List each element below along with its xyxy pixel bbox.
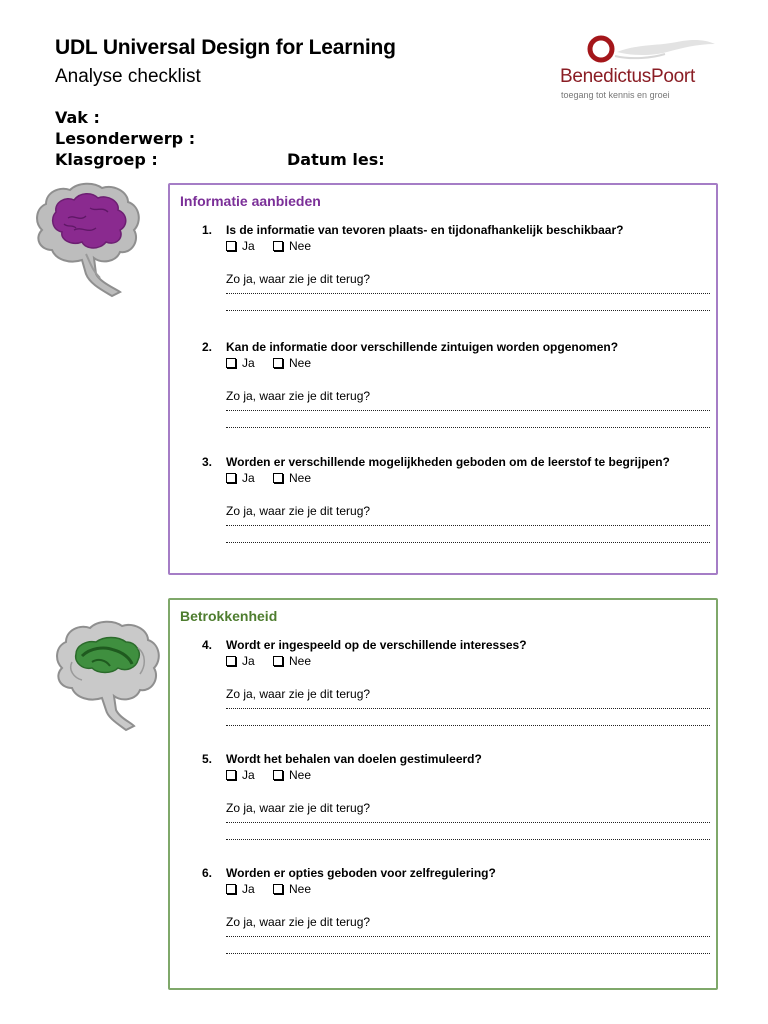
question-text: Worden er opties geboden voor zelfregulering? <box>226 866 496 880</box>
checkbox-nee[interactable] <box>273 239 311 253</box>
question-text: Kan de informatie door verschillende zintuigen worden opgenomen? <box>226 340 619 354</box>
field-vak: Vak : <box>55 108 100 127</box>
checkbox-icon <box>273 770 283 780</box>
section-informatie-aanbieden <box>168 183 718 575</box>
answer-line[interactable] <box>226 953 710 954</box>
answer-line[interactable] <box>226 542 710 543</box>
document-title: UDL Universal Design for Learning <box>55 36 396 59</box>
question-text: Worden er verschillende mogelijkheden geboden om de leerstof te begrijpen? <box>226 455 670 469</box>
field-klasgroep: Klasgroep : <box>55 150 158 169</box>
checkbox-nee[interactable] <box>273 471 311 485</box>
checkbox-icon <box>226 358 236 368</box>
logo-name-part1: Benedictus <box>560 66 652 87</box>
checkbox-icon <box>226 770 236 780</box>
question-number: 2. <box>202 340 213 354</box>
checkbox-ja[interactable] <box>226 654 255 668</box>
checkbox-ja-label: Ja <box>242 471 255 485</box>
question-number: 6. <box>202 866 213 880</box>
answer-line[interactable] <box>226 839 710 840</box>
checkbox-ja-label: Ja <box>242 768 255 782</box>
question-text: Wordt er ingespeeld op de verschillende interesses? <box>226 638 527 652</box>
checkbox-ja-label: Ja <box>242 356 255 370</box>
logo-tagline: toegang tot kennis en groei <box>561 90 670 100</box>
answer-line[interactable] <box>226 310 710 311</box>
question-number: 5. <box>202 752 213 766</box>
checkbox-icon <box>273 884 283 894</box>
question-4 <box>170 638 716 748</box>
checkbox-nee[interactable] <box>273 882 311 896</box>
checkbox-ja[interactable] <box>226 882 255 896</box>
checkbox-nee-label: Nee <box>289 654 312 668</box>
checkbox-nee-label: Nee <box>289 239 312 253</box>
answer-prompt: Zo ja, waar zie je dit terug? <box>226 389 371 403</box>
question-5 <box>170 752 716 862</box>
question-3 <box>170 455 716 565</box>
question-number: 3. <box>202 455 213 469</box>
checkbox-nee[interactable] <box>273 356 311 370</box>
answer-line[interactable] <box>226 293 710 294</box>
checkbox-nee-label: Nee <box>289 882 312 896</box>
question-number: 4. <box>202 638 213 652</box>
brain-purple-icon <box>30 178 145 300</box>
question-6 <box>170 866 716 976</box>
logo-mark-icon <box>557 32 717 68</box>
question-text: Is de informatie van tevoren plaats- en tijdonafhankelijk beschikbaar? <box>226 223 624 237</box>
answer-line[interactable] <box>226 525 710 526</box>
checkbox-nee-label: Nee <box>289 471 312 485</box>
section-betrokkenheid <box>168 598 718 990</box>
question-1 <box>170 223 716 333</box>
benedictus-poort-logo <box>557 32 717 102</box>
checkbox-nee[interactable] <box>273 654 311 668</box>
answer-line[interactable] <box>226 725 710 726</box>
logo-name-part2: Poort <box>651 66 695 87</box>
answer-line[interactable] <box>226 936 710 937</box>
answer-prompt: Zo ja, waar zie je dit terug? <box>226 272 371 286</box>
answer-prompt: Zo ja, waar zie je dit terug? <box>226 915 371 929</box>
checkbox-icon <box>273 473 283 483</box>
checkbox-ja[interactable] <box>226 768 255 782</box>
checkbox-ja-label: Ja <box>242 239 255 253</box>
document-subtitle: Analyse checklist <box>55 66 201 87</box>
checkbox-icon <box>273 656 283 666</box>
field-lesonderwerp: Lesonderwerp : <box>55 129 196 148</box>
checkbox-nee-label: Nee <box>289 356 312 370</box>
checkbox-ja-label: Ja <box>242 654 255 668</box>
checkbox-ja[interactable] <box>226 356 255 370</box>
section-heading: Betrokkenheid <box>180 608 278 624</box>
answer-line[interactable] <box>226 410 710 411</box>
checkbox-icon <box>226 473 236 483</box>
checkbox-icon <box>226 884 236 894</box>
question-text: Wordt het behalen van doelen gestimuleerd? <box>226 752 482 766</box>
question-number: 1. <box>202 223 213 237</box>
checkbox-icon <box>273 358 283 368</box>
checkbox-icon <box>226 241 236 251</box>
brain-green-icon <box>52 618 162 733</box>
checkbox-nee-label: Nee <box>289 768 312 782</box>
checkbox-icon <box>273 241 283 251</box>
answer-prompt: Zo ja, waar zie je dit terug? <box>226 687 371 701</box>
answer-prompt: Zo ja, waar zie je dit terug? <box>226 801 371 815</box>
field-datum-les: Datum les: <box>287 150 385 169</box>
checkbox-icon <box>226 656 236 666</box>
answer-prompt: Zo ja, waar zie je dit terug? <box>226 504 371 518</box>
checkbox-ja-label: Ja <box>242 882 255 896</box>
answer-line[interactable] <box>226 708 710 709</box>
question-2 <box>170 340 716 450</box>
logo-name <box>560 66 695 88</box>
answer-line[interactable] <box>226 427 710 428</box>
checkbox-nee[interactable] <box>273 768 311 782</box>
checkbox-ja[interactable] <box>226 471 255 485</box>
answer-line[interactable] <box>226 822 710 823</box>
section-heading: Informatie aanbieden <box>180 193 321 209</box>
checkbox-ja[interactable] <box>226 239 255 253</box>
